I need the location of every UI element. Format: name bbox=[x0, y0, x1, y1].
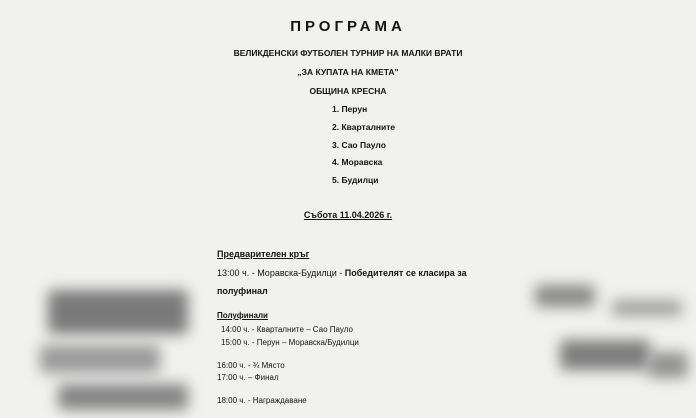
tournament-name: ВЕЛИКДЕНСКИ ФУТБОЛЕН ТУРНИР НА МАЛКИ ВРАТИ bbox=[233, 48, 463, 58]
schedule-item: 16:00 ч. - ¾ Място bbox=[217, 361, 285, 370]
semifinal-match: 15:00 ч. - Перун – Моравска/Будилци bbox=[221, 338, 359, 347]
team-item: 5. Будилци bbox=[332, 175, 379, 185]
preliminary-heading: Предварителен кръг bbox=[217, 249, 310, 259]
team-item: 4. Моравска bbox=[332, 157, 383, 167]
schedule-item: 17:00 ч. – Финал bbox=[217, 373, 279, 382]
municipality: ОБЩИНА КРЕСНА bbox=[309, 86, 387, 96]
preliminary-note-cont: полуфинал bbox=[217, 286, 268, 296]
preliminary-note: Победителят се класира за bbox=[344, 268, 467, 278]
document-title: ПРОГРАМА bbox=[290, 18, 406, 35]
event-date: Събота 11.04.2026 г. bbox=[303, 210, 393, 220]
team-item: 3. Сао Пауло bbox=[332, 140, 386, 150]
cup-name: „ЗА КУПАТА НА КМЕТА" bbox=[297, 67, 399, 77]
team-item: 2. Кварталните bbox=[332, 122, 396, 132]
schedule-item: 18:00 ч. - Награждаване bbox=[217, 396, 307, 405]
preliminary-time: 13:00 ч. - Моравска-Будилци - bbox=[217, 268, 345, 278]
semifinal-match: 14:00 ч. - Кварталните – Сао Пауло bbox=[221, 325, 353, 334]
preliminary-match bbox=[217, 268, 467, 278]
semifinals-heading: Полуфинали bbox=[217, 311, 268, 320]
team-item: 1. Перун bbox=[332, 104, 368, 114]
